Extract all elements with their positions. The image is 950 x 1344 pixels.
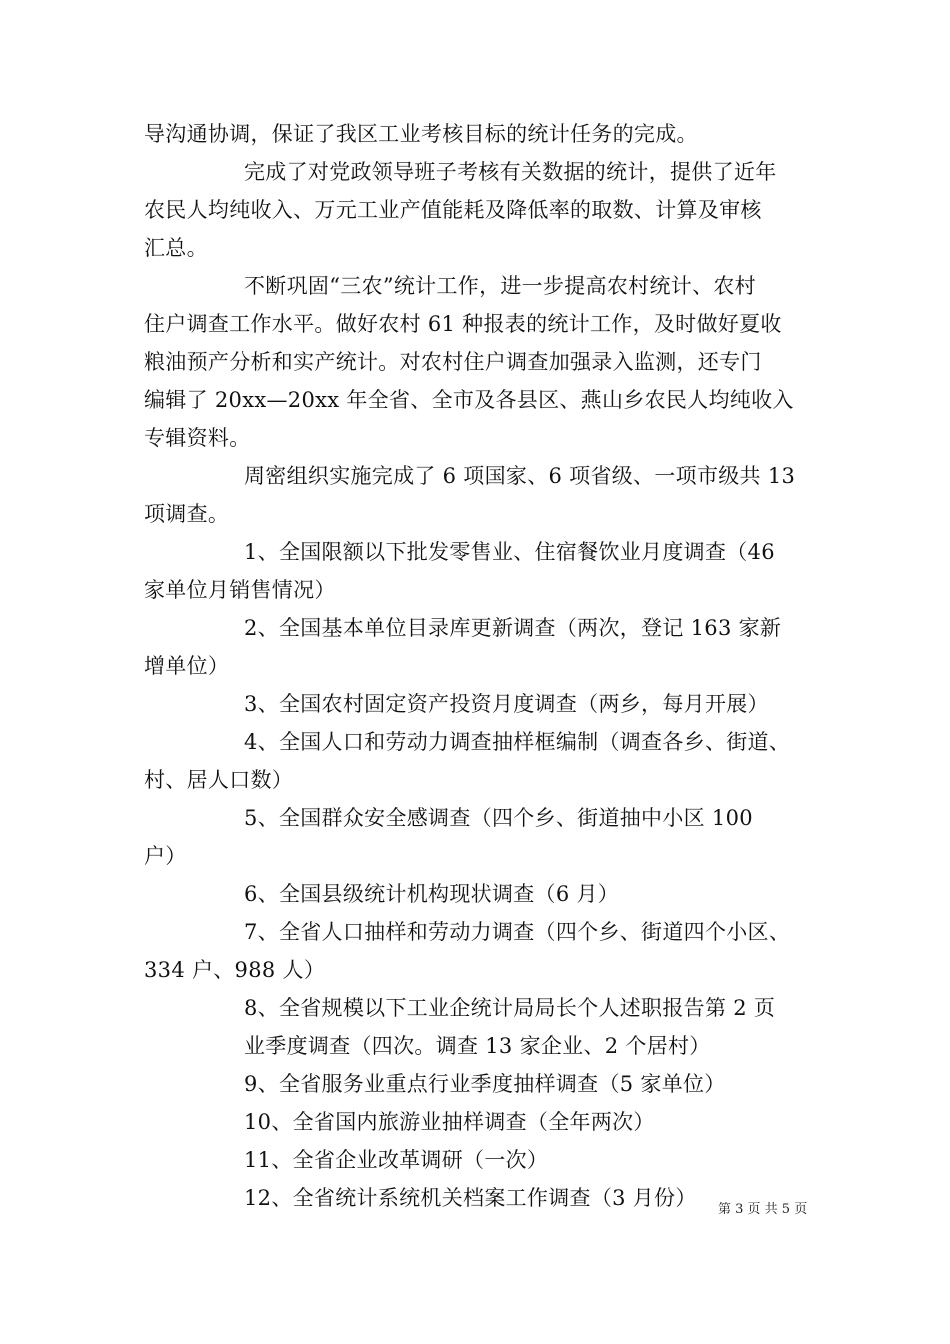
- list-item: 9、全省服务业重点行业季度抽样调查（5 家单位）: [244, 1072, 726, 1096]
- text-line: 不断巩固“三农”统计工作，进一步提高农村统计、农村: [244, 274, 756, 298]
- list-item: 5、全国群众安全感调查（四个乡、街道抽中小区 100: [244, 806, 753, 830]
- text-line: 业季度调查（四次。调查 13 家企业、2 个居村）: [244, 1034, 711, 1058]
- text-line: 项调查。: [144, 502, 230, 526]
- page-number-footer: 第 3 页 共 5 页: [718, 1202, 808, 1217]
- list-item: 11、全省企业改革调研（一次）: [244, 1148, 549, 1172]
- list-item: 10、全省国内旅游业抽样调查（全年两次）: [244, 1110, 655, 1134]
- text-line: 农民人均纯收入、万元工业产值能耗及降低率的取数、计算及审核: [144, 198, 762, 222]
- text-line: 汇总。: [144, 236, 208, 260]
- text-line: 粮油预产分析和实产统计。对农村住户调查加强录入监测，还专门: [144, 350, 762, 374]
- text-line: 导沟通协调，保证了我区工业考核目标的统计任务的完成。: [144, 122, 698, 146]
- text-line: 周密组织实施完成了 6 项国家、6 项省级、一项市级共 13: [244, 464, 796, 488]
- list-item: 12、全省统计系统机关档案工作调查（3 月份）: [244, 1186, 697, 1210]
- text-line: 完成了对党政领导班子考核有关数据的统计，提供了近年: [244, 160, 777, 184]
- list-item: 6、全国县级统计机构现状调查（6 月）: [244, 882, 620, 906]
- text-line: 增单位）: [144, 654, 230, 678]
- list-item: 4、全国人口和劳动力调查抽样框编制（调查各乡、街道、: [244, 730, 791, 754]
- list-item: 8、全省规模以下工业企统计局局长个人述职报告第 2 页: [244, 996, 776, 1020]
- text-line: 户）: [144, 844, 187, 868]
- list-item: 7、全省人口抽样和劳动力调查（四个乡、街道四个小区、: [244, 920, 791, 944]
- list-item: 1、全国限额以下批发零售业、住宿餐饮业月度调查（46: [244, 540, 775, 564]
- list-item: 2、全国基本单位目录库更新调查（两次，登记 163 家新: [244, 616, 782, 640]
- text-line: 编辑了 20xx—20xx 年全省、全市及各县区、燕山乡农民人均纯收入: [144, 388, 794, 412]
- text-line: 家单位月销售情况）: [144, 578, 336, 602]
- list-item: 3、全国农村固定资产投资月度调查（两乡，每月开展）: [244, 692, 769, 716]
- text-line: 334 户、988 人）: [144, 958, 326, 982]
- text-line: 村、居人口数）: [144, 768, 294, 792]
- text-line: 专辑资料。: [144, 426, 251, 450]
- text-line: 住户调查工作水平。做好农村 61 种报表的统计工作，及时做好夏收: [144, 312, 782, 336]
